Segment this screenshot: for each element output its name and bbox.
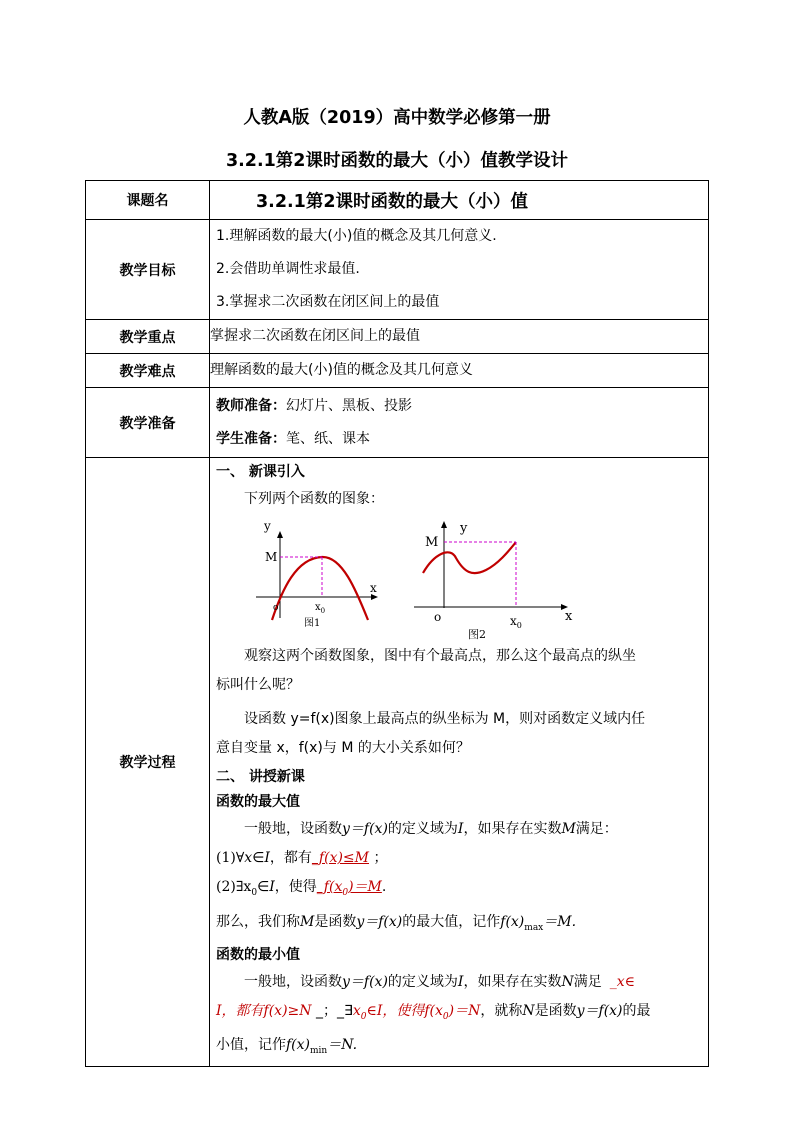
min-line-1: 一般地，设函数y＝f(x)的定义域为I，如果存在实数N满足 _x∈ (244, 973, 635, 990)
q1-line1: 观察这两个函数图象，图中有个最高点，那么这个最高点的纵坐 (244, 648, 636, 664)
key-label: 教学重点 (86, 320, 210, 354)
min-answer-2: $x_0\in I$，使得$f(x_0)=N$ (352, 1002, 481, 1022)
fig1-m-label: M (265, 550, 278, 564)
goal-item: 3.掌握求二次函数在闭区间上的最值 (216, 294, 440, 310)
goal-item: 1.理解函数的最大(小)值的概念及其几何意义. (216, 228, 497, 244)
goals-cell (210, 220, 709, 320)
process-label: 教学过程 (86, 458, 210, 1067)
max-conclusion: 那么，我们称M是函数y＝f(x)的最大值，记作$f(x)_{max}=M$. (216, 913, 577, 933)
row-prep (86, 388, 709, 458)
max-title: 函数的最大值 (216, 794, 300, 810)
function-graphs (216, 512, 702, 640)
topic-value: 3.2.1第2课时函数的最大（小）值 (210, 181, 709, 220)
figure-2 (414, 521, 573, 640)
figure-1 (256, 519, 378, 629)
sec1-intro: 下列两个函数的图象： (244, 491, 384, 507)
key-value: 掌握求二次函数在闭区间上的最值 (210, 320, 709, 354)
fig1-x-label: x (370, 581, 377, 595)
row-process (86, 458, 709, 1067)
row-difficult (86, 354, 709, 388)
difficult-label: 教学难点 (86, 354, 210, 388)
row-goals (86, 220, 709, 320)
max-answer-1: _f(x)≤M (311, 850, 369, 866)
min-line-3: 小值，记作$f(x)_{min}=N$. (216, 1037, 358, 1057)
prep-teacher-label: 教师准备： (216, 397, 286, 414)
min-answer-1: f(x)≥N (263, 1002, 312, 1019)
min-answer-x: _x∈ (609, 973, 635, 990)
difficult-value: 理解函数的最大(小)值的概念及其几何意义 (210, 354, 709, 388)
row-topic (86, 181, 709, 220)
fig2-m-label: M (425, 535, 439, 550)
fig1-x0-label: $x_0$ (315, 602, 326, 615)
prep-teacher (210, 390, 708, 423)
min-line-2: I，都有f(x)≥N _；$\_\exists x_0\in I$，使得$f(x_0)=N$，就称N是函数y＝f(x)的最 (216, 1002, 651, 1022)
q2-line2: 意自变量 x，f(x)与 M 的大小关系如何？ (216, 740, 470, 756)
graphs-svg (246, 512, 606, 640)
min-title: 函数的最小值 (216, 946, 300, 963)
prep-cell (210, 388, 709, 458)
prep-student (210, 423, 708, 456)
doc-title-line2: 3.2.1第2课时函数的最大（小）值教学设计 (225, 151, 568, 171)
prep-student-label: 学生准备： (216, 430, 286, 447)
row-key (86, 320, 709, 354)
q1-line2: 标叫什么呢？ (216, 677, 300, 693)
prep-label: 教学准备 (86, 388, 210, 458)
fig1-caption: 图1 (304, 618, 321, 629)
doc-title-line1: 人教A版（2019）高中数学必修第一册 (243, 108, 551, 128)
fig2-x-label: x (565, 609, 573, 624)
sec1-title: 一、 新课引入 (216, 464, 305, 480)
goals-label: 教学目标 (86, 220, 210, 320)
process-cell (210, 458, 709, 1067)
fig2-x0-label: $x_0$ (510, 614, 522, 630)
max-condition-2: $(2)\exists x_0\in I$，使得$\_f(x_0)=M$. (216, 879, 387, 898)
fig2-caption: 图2 (468, 628, 486, 640)
max-def: 一般地，设函数y＝f(x)的定义域为I，如果存在实数M满足： (244, 821, 618, 837)
goal-item: 2.会借助单调性求最值. (216, 261, 360, 277)
lesson-plan-table (85, 180, 709, 1067)
sec2-title: 二、 讲授新课 (216, 769, 305, 785)
max-answer-2: $\_f(x_0)=M$ (316, 879, 382, 898)
topic-label: 课题名 (86, 181, 210, 220)
fig1-y-label: y (264, 519, 271, 533)
fig2-y-arrow (441, 521, 447, 528)
fig2-origin-label: o (434, 610, 442, 624)
fig2-y-label: y (460, 521, 468, 536)
prep-teacher-value: 幻灯片、黑板、投影 (286, 397, 412, 414)
prep-student-value: 笔、纸、课本 (286, 430, 370, 447)
fig1-origin-label: o (273, 603, 279, 613)
q2-line1: 设函数 y=f(x)图象上最高点的纵坐标为 M，则对函数定义域内任 (244, 711, 646, 727)
max-condition-1: (1)∀x∈I，都有_f(x)≤M ； (216, 850, 388, 866)
fig1-y-arrow (277, 531, 283, 538)
